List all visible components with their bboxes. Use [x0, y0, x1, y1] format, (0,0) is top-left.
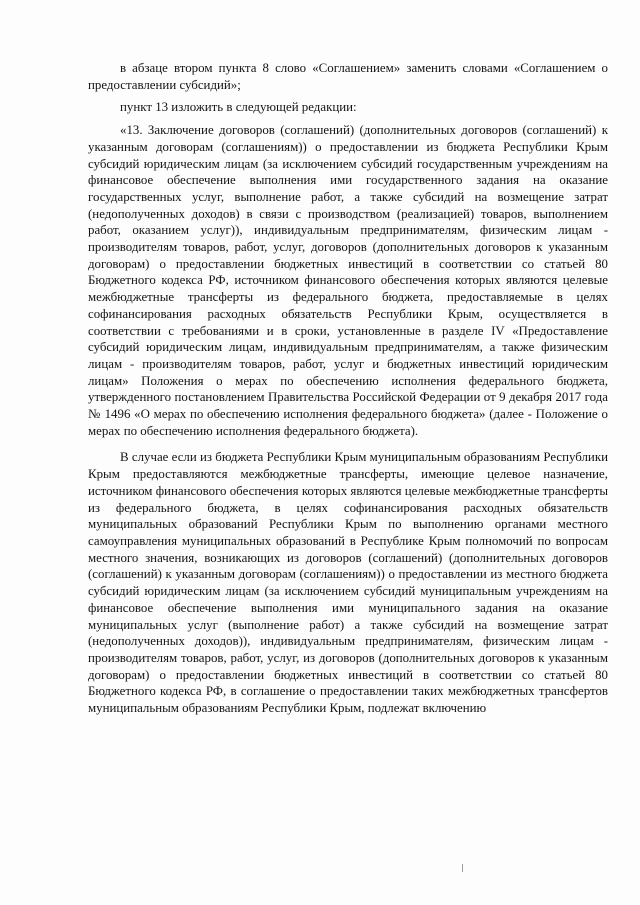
paragraph-point-13-intro: пункт 13 изложить в следующей редакции: [120, 100, 357, 115]
document-body [88, 60, 608, 717]
paragraph-municipal-transfers: В случае если из бюджета Республики Крым муниципальным образованиям Республики Крым предоставляются межбюджетные трансферты, имеющие целевое назначение, источником финансового обеспечения которых являются целевые межбюджетные трансферты из федерального бюджета, в целях софинансирования расходных обязательств муниципальных образований Республики Крым по выполнению органами местного самоуправления муниципальных образований в Республике Крым полномочий по вопросам местного значения, возникающих из договоров (соглашений) (дополнительных договоров (соглашений) к указанным договорам (соглашениям)) о предоставлении из местного бюджета субсидий юридическим лицам (за исключением субсидий муниципальным учреждениям на финансовое обеспечение выполнения ими муниципального задания на оказание муниципальных услуг (выполнение работ) а также субсидий на возмещение затрат (недополученных доходов)), индивидуальным предпринимателям, физическим лицам - производителям товаров, работ, услуг, из договоров (дополнительных договоров к указанным договорам) о предоставлении бюджетных инвестиций в соответствии со статьей 80 Бюджетного кодекса РФ, в соглашение о предоставлении таких межбюджетных трансфертов муниципальным образованиям Республики Крым, подлежат включению [88, 450, 608, 716]
paragraph-point-13-text: «13. Заключение договоров (соглашений) (дополнительных договоров (соглашений) к указанным договорам (соглашениям)) о предоставлении из бюджета Республики Крым субсидий юридическим лицам (за исключением субсидий государственным учреждениям на финансовое обеспечение выполнения ими государственного задания на оказание государственных услуг, выполнение работ, а также субсидий на возмещение затрат (недополученных доходов) в связи с производством (реализацией) товаров, выполнением работ, оказанием услуг)), индивидуальным предпринимателям, физическим лицам - производителям товаров, работ, услуг, договоров (дополнительных договоров к указанным договорам) о предоставлении бюджетных инвестиций в соответствии со статьей 80 Бюджетного кодекса РФ, источником финансового обеспечения которых являются целевые межбюджетные трансферты из федерального бюджета, предоставляемые в целях софинансирования расходных обязательств Республики Крым, осуществляется в соответствии с требованиями и в сроки, установленные в разделе IV «Предоставление субсидий юридическим лицам, индивидуальным предпринимателям, а также физическим лицам - производителям товаров, работ, услуг и бюджетных инвестиций юридическим лицам» Положения о мерах по обеспечению исполнения федерального бюджета, утвержденного постановлением Правительства Российской Федерации от 9 декабря 2017 года № 1496 «О мерах по обеспечению исполнения федерального бюджета» (далее - Положение о мерах по обеспечению исполнения федерального бюджета). [88, 123, 608, 438]
scan-artifact-mark [462, 864, 463, 872]
paragraph-amend-point-8: в абзаце втором пункта 8 слово «Соглашением» заменить словами «Соглашением о предоставлении субсидий»; [88, 61, 608, 92]
